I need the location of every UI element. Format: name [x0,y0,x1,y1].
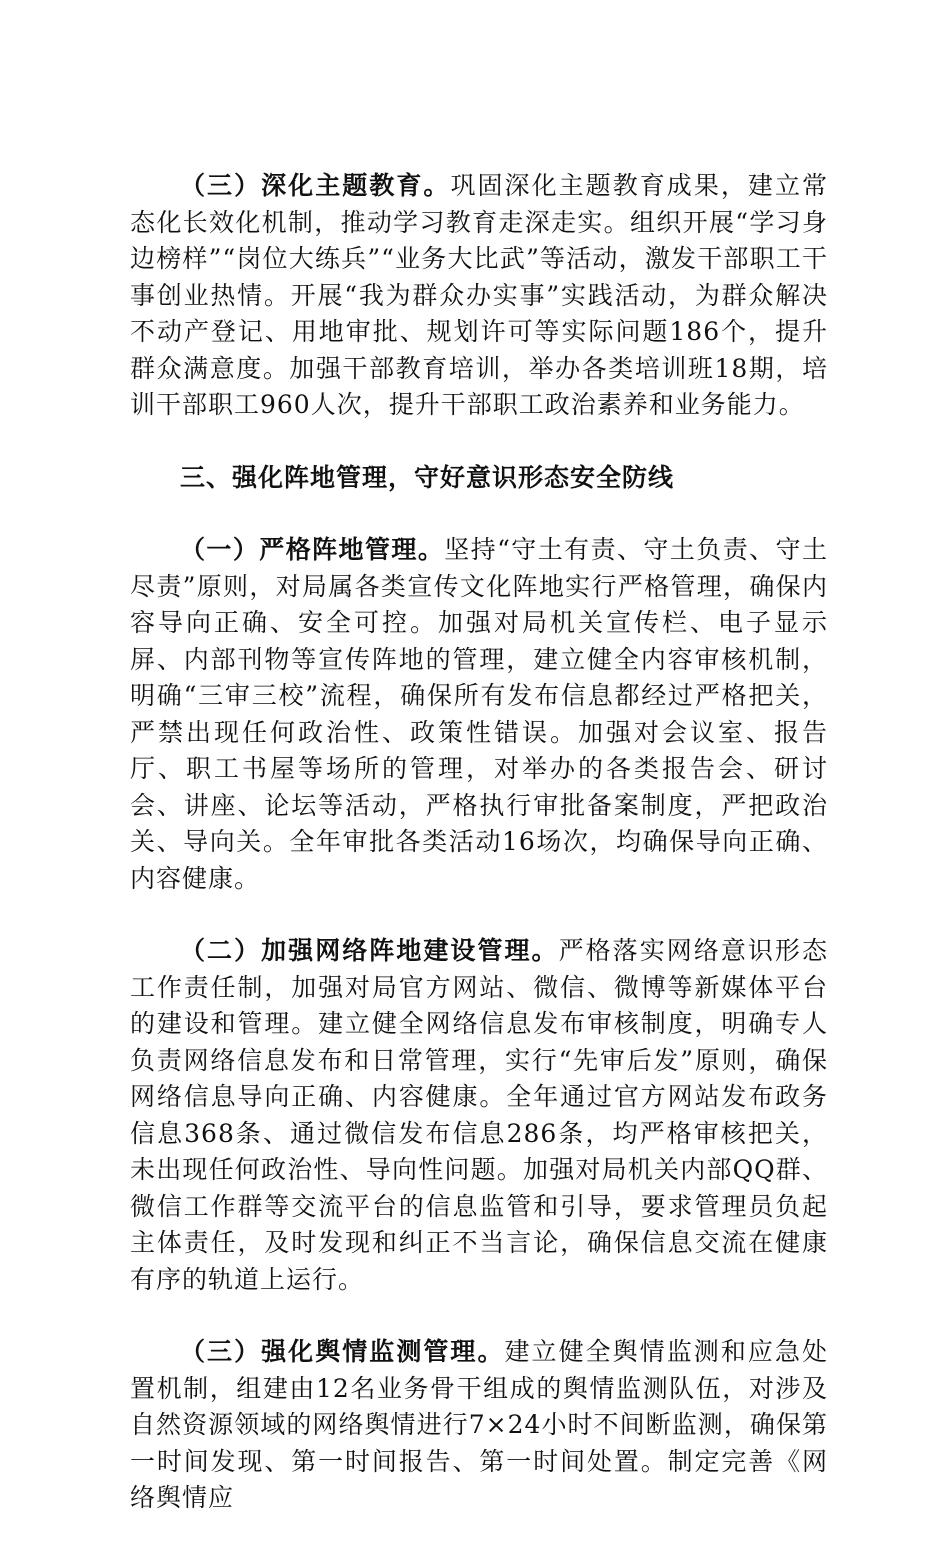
paragraph-body: 巩固深化主题教育成果，建立常态化长效化机制，推动学习教育走深走实。组织开展“学习身边榜样”“岗位大练兵”“业务大比武”等活动，激发干部职工干事创业热情。开展“我为群众办实事”实践活动，为群众解决不动产登记、用地审批、规划许可等实际问题186个，提升群众满意度。加强干部教育培训，举办各类培训班18期，培训干部职工960人次，提升干部职工政治素养和业务能力。 [130,171,828,419]
paragraph-body: 严格落实网络意识形态工作责任制，加强对局官方网站、微信、微博等新媒体平台的建设和管理。建立健全网络信息发布审核制度，明确专人负责网络信息发布和日常管理，实行“先审后发”原则，确保网络信息导向正确、内容健康。全年通过官方网站发布政务信息368条、通过微信发布信息286条，均严格审核把关，未出现任何政治性、导向性问题。加强对局机关内部QQ群、微信工作群等交流平台的信息监管和引导，要求管理员负起主体责任，及时发现和纠正不当言论，确保信息交流在健康有序的轨道上运行。 [130,936,828,1294]
paragraph-public-opinion-monitoring [130,1334,828,1517]
paragraph-strict-position-management [130,532,828,897]
paragraph-deepen-theme-education [130,168,828,424]
document-page [130,168,828,1553]
paragraph-lead: （二）加强网络阵地建设管理。 [180,936,559,965]
paragraph-body: 建立健全舆情监测和应急处置机制，组建由12名业务骨干组成的舆情监测队伍，对涉及自然资源领域的网络舆情进行7×24小时不间断监测，确保第一时间发现、第一时间报告、第一时间处置。制定完善《网络舆情应 [130,1337,828,1512]
paragraph-network-position-management [130,933,828,1298]
paragraph-body: 坚持“守土有责、守土负责、守土尽责”原则，对局属各类宣传文化阵地实行严格管理，确保内容导向正确、安全可控。加强对局机关宣传栏、电子显示屏、内部刊物等宣传阵地的管理，建立健全内容审核机制，明确“三审三校”流程，确保所有发布信息都经过严格把关，严禁出现任何政治性、政策性错误。加强对会议室、报告厅、职工书屋等场所的管理，对举办的各类报告会、研讨会、讲座、论坛等活动，严格执行审批备案制度，严把政治关、导向关。全年审批各类活动16场次，均确保导向正确、内容健康。 [130,535,828,893]
paragraph-lead: （三）强化舆情监测管理。 [180,1337,505,1366]
section-heading: 三、强化阵地管理，守好意识形态安全防线 [180,462,675,492]
paragraph-lead: （三）深化主题教育。 [180,171,451,200]
paragraph-lead: （一）严格阵地管理。 [180,535,445,564]
